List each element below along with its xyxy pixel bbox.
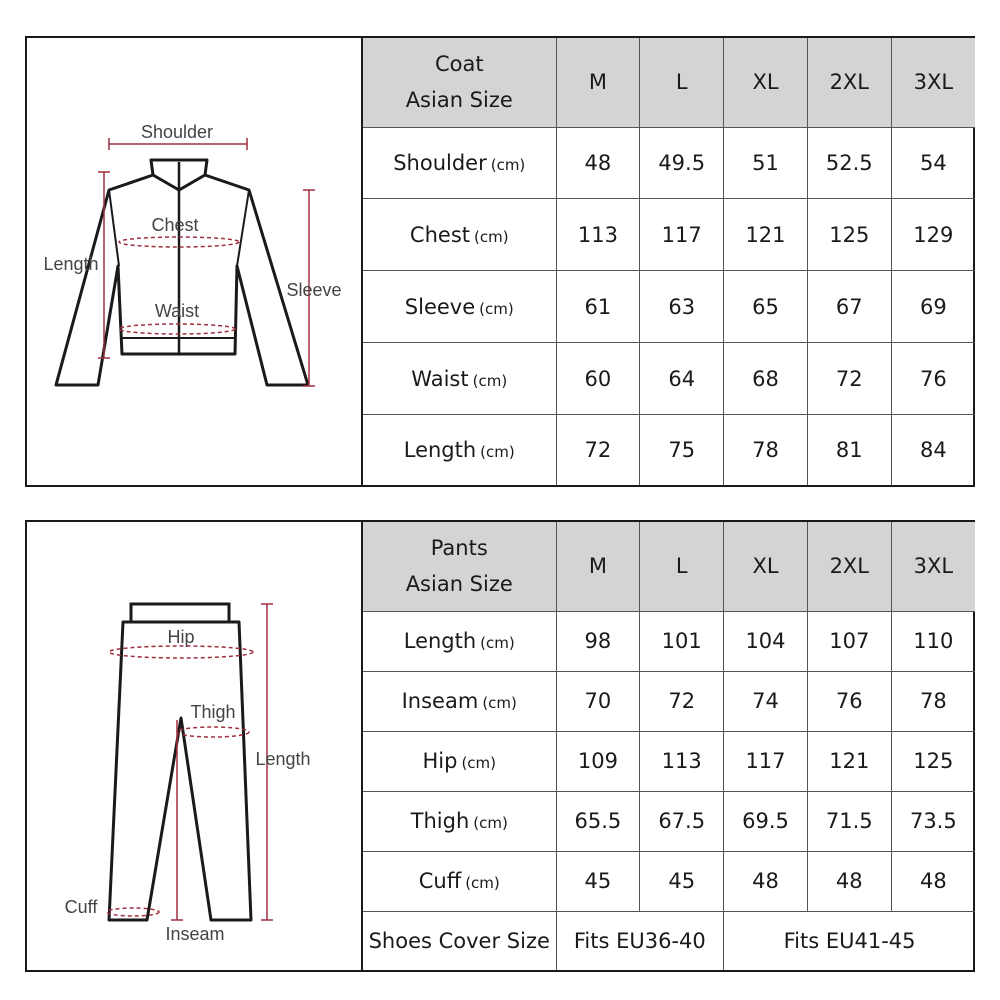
pants-diagram-hip-label: Hip bbox=[167, 627, 195, 647]
pants-header-row bbox=[363, 522, 975, 611]
row-label: Inseam (cm) bbox=[363, 671, 556, 731]
table-cell: 48 bbox=[891, 851, 975, 911]
row-label: Shoes Cover Size bbox=[363, 911, 556, 970]
coat-diagram-length-label: Length bbox=[43, 254, 99, 274]
table-cell: 69.5 bbox=[724, 791, 808, 851]
coat-size-panel bbox=[25, 36, 975, 487]
table-cell: 72 bbox=[807, 343, 891, 415]
table-cell: 117 bbox=[724, 731, 808, 791]
pants-size-header: L bbox=[640, 522, 724, 611]
table-cell: 48 bbox=[724, 851, 808, 911]
coat-size-header: XL bbox=[724, 38, 808, 127]
table-cell: 60 bbox=[556, 343, 640, 415]
table-cell: 70 bbox=[556, 671, 640, 731]
table-cell: 73.5 bbox=[891, 791, 975, 851]
coat-title-line2: Asian Size bbox=[405, 88, 513, 113]
table-cell: 75 bbox=[640, 415, 724, 486]
table-cell: 61 bbox=[556, 271, 640, 343]
coat-row-shoulder bbox=[363, 127, 975, 199]
table-cell: 72 bbox=[556, 415, 640, 486]
pants-illustration bbox=[27, 522, 361, 970]
table-cell: 65.5 bbox=[556, 791, 640, 851]
row-label: Sleeve (cm) bbox=[363, 271, 556, 343]
table-cell: 107 bbox=[807, 611, 891, 671]
pants-diagram-length-label: Length bbox=[255, 749, 311, 769]
coat-size-header: M bbox=[556, 38, 640, 127]
table-cell: 113 bbox=[640, 731, 724, 791]
table-cell: 78 bbox=[891, 671, 975, 731]
pants-row-inseam bbox=[363, 671, 975, 731]
coat-row-length bbox=[363, 415, 975, 486]
table-cell: 45 bbox=[556, 851, 640, 911]
coat-diagram bbox=[27, 38, 363, 485]
coat-diagram-sleeve-label: Sleeve bbox=[286, 280, 342, 300]
table-cell: 104 bbox=[724, 611, 808, 671]
table-cell: 67 bbox=[807, 271, 891, 343]
table-cell: 67.5 bbox=[640, 791, 724, 851]
table-cell: 117 bbox=[640, 199, 724, 271]
pants-diagram-thigh-label: Thigh bbox=[190, 702, 236, 722]
pants-row-hip bbox=[363, 731, 975, 791]
row-label: Shoulder (cm) bbox=[363, 127, 556, 199]
table-cell: 129 bbox=[891, 199, 975, 271]
table-cell: 76 bbox=[891, 343, 975, 415]
coat-row-chest bbox=[363, 199, 975, 271]
coat-size-header: 2XL bbox=[807, 38, 891, 127]
table-cell: 84 bbox=[891, 415, 975, 486]
table-cell: 101 bbox=[640, 611, 724, 671]
table-cell: 81 bbox=[807, 415, 891, 486]
pants-diagram-inseam-label: Inseam bbox=[165, 924, 225, 944]
table-cell: 65 bbox=[724, 271, 808, 343]
table-cell: 74 bbox=[724, 671, 808, 731]
table-cell: 63 bbox=[640, 271, 724, 343]
table-cell: 68 bbox=[724, 343, 808, 415]
row-label: Length (cm) bbox=[363, 415, 556, 486]
pants-row-thigh bbox=[363, 791, 975, 851]
table-cell-fit-large: Fits EU41-45 bbox=[724, 911, 975, 970]
table-cell: 49.5 bbox=[640, 127, 724, 199]
row-label: Length (cm) bbox=[363, 611, 556, 671]
coat-diagram-waist-label: Waist bbox=[154, 301, 200, 321]
table-cell: 113 bbox=[556, 199, 640, 271]
table-cell: 69 bbox=[891, 271, 975, 343]
table-cell: 125 bbox=[891, 731, 975, 791]
pants-row-length bbox=[363, 611, 975, 671]
table-cell: 78 bbox=[724, 415, 808, 486]
pants-size-header: 2XL bbox=[807, 522, 891, 611]
table-cell: 110 bbox=[891, 611, 975, 671]
pants-row-shoes-cover bbox=[363, 911, 975, 970]
pants-table-title bbox=[363, 522, 556, 611]
table-cell: 121 bbox=[724, 199, 808, 271]
row-label: Thigh (cm) bbox=[363, 791, 556, 851]
table-cell: 64 bbox=[640, 343, 724, 415]
coat-table-title bbox=[363, 38, 556, 127]
table-cell: 71.5 bbox=[807, 791, 891, 851]
coat-diagram-chest-label: Chest bbox=[151, 215, 199, 235]
table-cell-fit-small: Fits EU36-40 bbox=[556, 911, 724, 970]
coat-diagram-shoulder-label: Shoulder bbox=[140, 122, 214, 142]
pants-diagram-cuff-label: Cuff bbox=[64, 897, 98, 917]
table-cell: 121 bbox=[807, 731, 891, 791]
table-cell: 54 bbox=[891, 127, 975, 199]
table-cell: 98 bbox=[556, 611, 640, 671]
table-cell: 125 bbox=[807, 199, 891, 271]
coat-row-sleeve bbox=[363, 271, 975, 343]
pants-row-cuff bbox=[363, 851, 975, 911]
table-cell: 48 bbox=[807, 851, 891, 911]
pants-size-table bbox=[363, 522, 975, 970]
row-label: Cuff (cm) bbox=[363, 851, 556, 911]
coat-header-row bbox=[363, 38, 975, 127]
row-label: Chest (cm) bbox=[363, 199, 556, 271]
row-label: Waist (cm) bbox=[363, 343, 556, 415]
pants-size-header: 3XL bbox=[891, 522, 975, 611]
coat-size-table bbox=[363, 38, 975, 485]
pants-diagram bbox=[27, 522, 363, 970]
coat-title-line1: Coat bbox=[434, 52, 484, 77]
table-cell: 76 bbox=[807, 671, 891, 731]
coat-row-waist bbox=[363, 343, 975, 415]
pants-title-line1: Pants bbox=[430, 536, 488, 561]
row-label: Hip (cm) bbox=[363, 731, 556, 791]
coat-size-header: 3XL bbox=[891, 38, 975, 127]
table-cell: 52.5 bbox=[807, 127, 891, 199]
pants-size-panel bbox=[25, 520, 975, 972]
table-cell: 45 bbox=[640, 851, 724, 911]
pants-size-header: XL bbox=[724, 522, 808, 611]
pants-size-header: M bbox=[556, 522, 640, 611]
pants-title-line2: Asian Size bbox=[405, 572, 513, 597]
table-cell: 72 bbox=[640, 671, 724, 731]
table-cell: 48 bbox=[556, 127, 640, 199]
coat-size-header: L bbox=[640, 38, 724, 127]
table-cell: 51 bbox=[724, 127, 808, 199]
coat-illustration bbox=[27, 38, 361, 485]
table-cell: 109 bbox=[556, 731, 640, 791]
